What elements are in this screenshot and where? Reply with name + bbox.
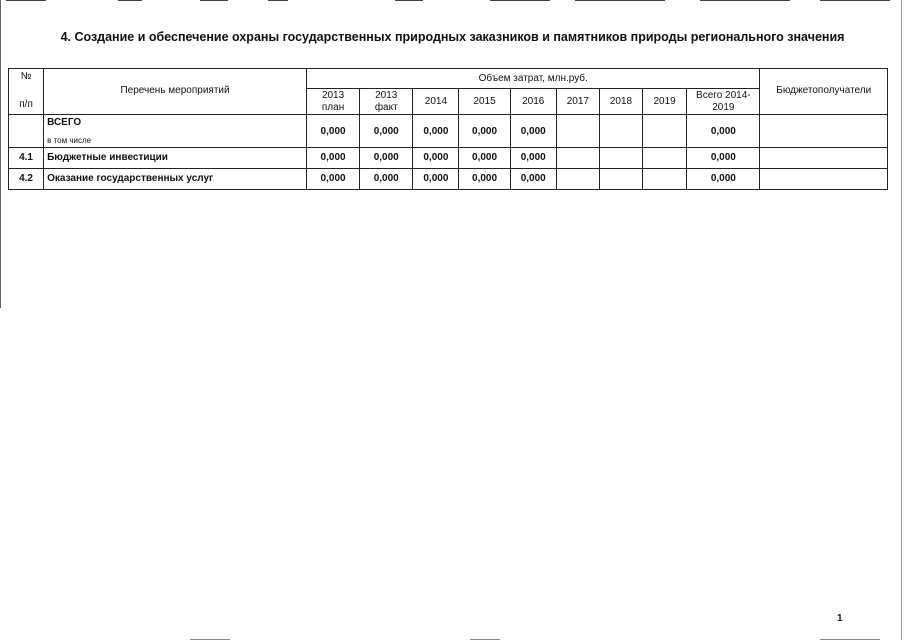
year-header: 2014 — [413, 89, 459, 115]
year-header: 2013 факт — [360, 89, 413, 115]
value-cell — [556, 169, 599, 190]
expenditure-table — [8, 68, 888, 190]
scan-mark — [490, 0, 550, 1]
value-cell: 0,000 — [413, 169, 459, 190]
document-title: 4. Создание и обеспечение охраны государственных природных заказников и памятников природы регионального значения — [60, 30, 845, 44]
value-cell: 0,000 — [306, 115, 359, 148]
value-cell: 0,000 — [510, 169, 556, 190]
value-cell — [599, 169, 642, 190]
row-number: 4.1 — [9, 148, 44, 169]
row-number — [9, 115, 44, 148]
total-label: ВСЕГО — [47, 117, 82, 128]
value-cell — [556, 115, 599, 148]
value-cell: 0,000 — [459, 169, 510, 190]
page-left-edge — [0, 0, 1, 308]
value-cell — [556, 148, 599, 169]
year-header: 2019 — [643, 89, 687, 115]
scan-mark — [200, 0, 228, 1]
scan-mark — [575, 0, 665, 1]
row-name — [44, 115, 307, 148]
row-number: 4.2 — [9, 169, 44, 190]
number-column-header — [9, 69, 44, 115]
value-cell: 0,000 — [306, 148, 359, 169]
total-header: Всего 2014- 2019 — [687, 89, 760, 115]
recipients-column-header: Бюджетополучатели — [760, 69, 888, 115]
scan-mark — [820, 0, 890, 1]
value-cell: 0,000 — [510, 148, 556, 169]
value-cell: 0,000 — [306, 169, 359, 190]
row-name: Бюджетные инвестиции — [44, 148, 307, 169]
table-row-total — [9, 115, 888, 148]
value-cell: 0,000 — [413, 115, 459, 148]
volume-header: Объем затрат, млн.руб. — [306, 69, 760, 89]
value-cell: 0,000 — [687, 169, 760, 190]
value-cell: 0,000 — [459, 115, 510, 148]
page-number: 1 — [837, 613, 843, 624]
recipient-cell — [760, 148, 888, 169]
number-sign: № — [20, 71, 32, 82]
recipient-cell — [760, 169, 888, 190]
year-header: 2018 — [599, 89, 642, 115]
scan-mark — [6, 0, 46, 1]
table-row-4-1 — [9, 148, 888, 169]
scan-mark — [395, 0, 423, 1]
year-header: 2016 — [510, 89, 556, 115]
value-cell: 0,000 — [360, 148, 413, 169]
value-cell: 0,000 — [413, 148, 459, 169]
scan-mark — [118, 0, 142, 1]
value-cell — [643, 115, 687, 148]
including-label: в том числе — [47, 136, 92, 145]
value-cell: 0,000 — [360, 169, 413, 190]
value-cell: 0,000 — [510, 115, 556, 148]
table-row-4-2 — [9, 169, 888, 190]
activities-column-header: Перечень мероприятий — [44, 69, 307, 115]
number-pp-label: п/п — [19, 99, 33, 110]
year-header: 2013 план — [306, 89, 359, 115]
recipient-cell — [760, 115, 888, 148]
value-cell — [643, 148, 687, 169]
header-row-1 — [9, 69, 888, 89]
value-cell: 0,000 — [687, 115, 760, 148]
year-header: 2017 — [556, 89, 599, 115]
value-cell — [599, 148, 642, 169]
page-right-edge — [901, 0, 902, 640]
year-header: 2015 — [459, 89, 510, 115]
scan-mark — [268, 0, 288, 1]
value-cell: 0,000 — [687, 148, 760, 169]
value-cell: 0,000 — [360, 115, 413, 148]
value-cell — [643, 169, 687, 190]
value-cell: 0,000 — [459, 148, 510, 169]
row-name: Оказание государственных услуг — [44, 169, 307, 190]
value-cell — [599, 115, 642, 148]
scan-mark — [700, 0, 790, 1]
